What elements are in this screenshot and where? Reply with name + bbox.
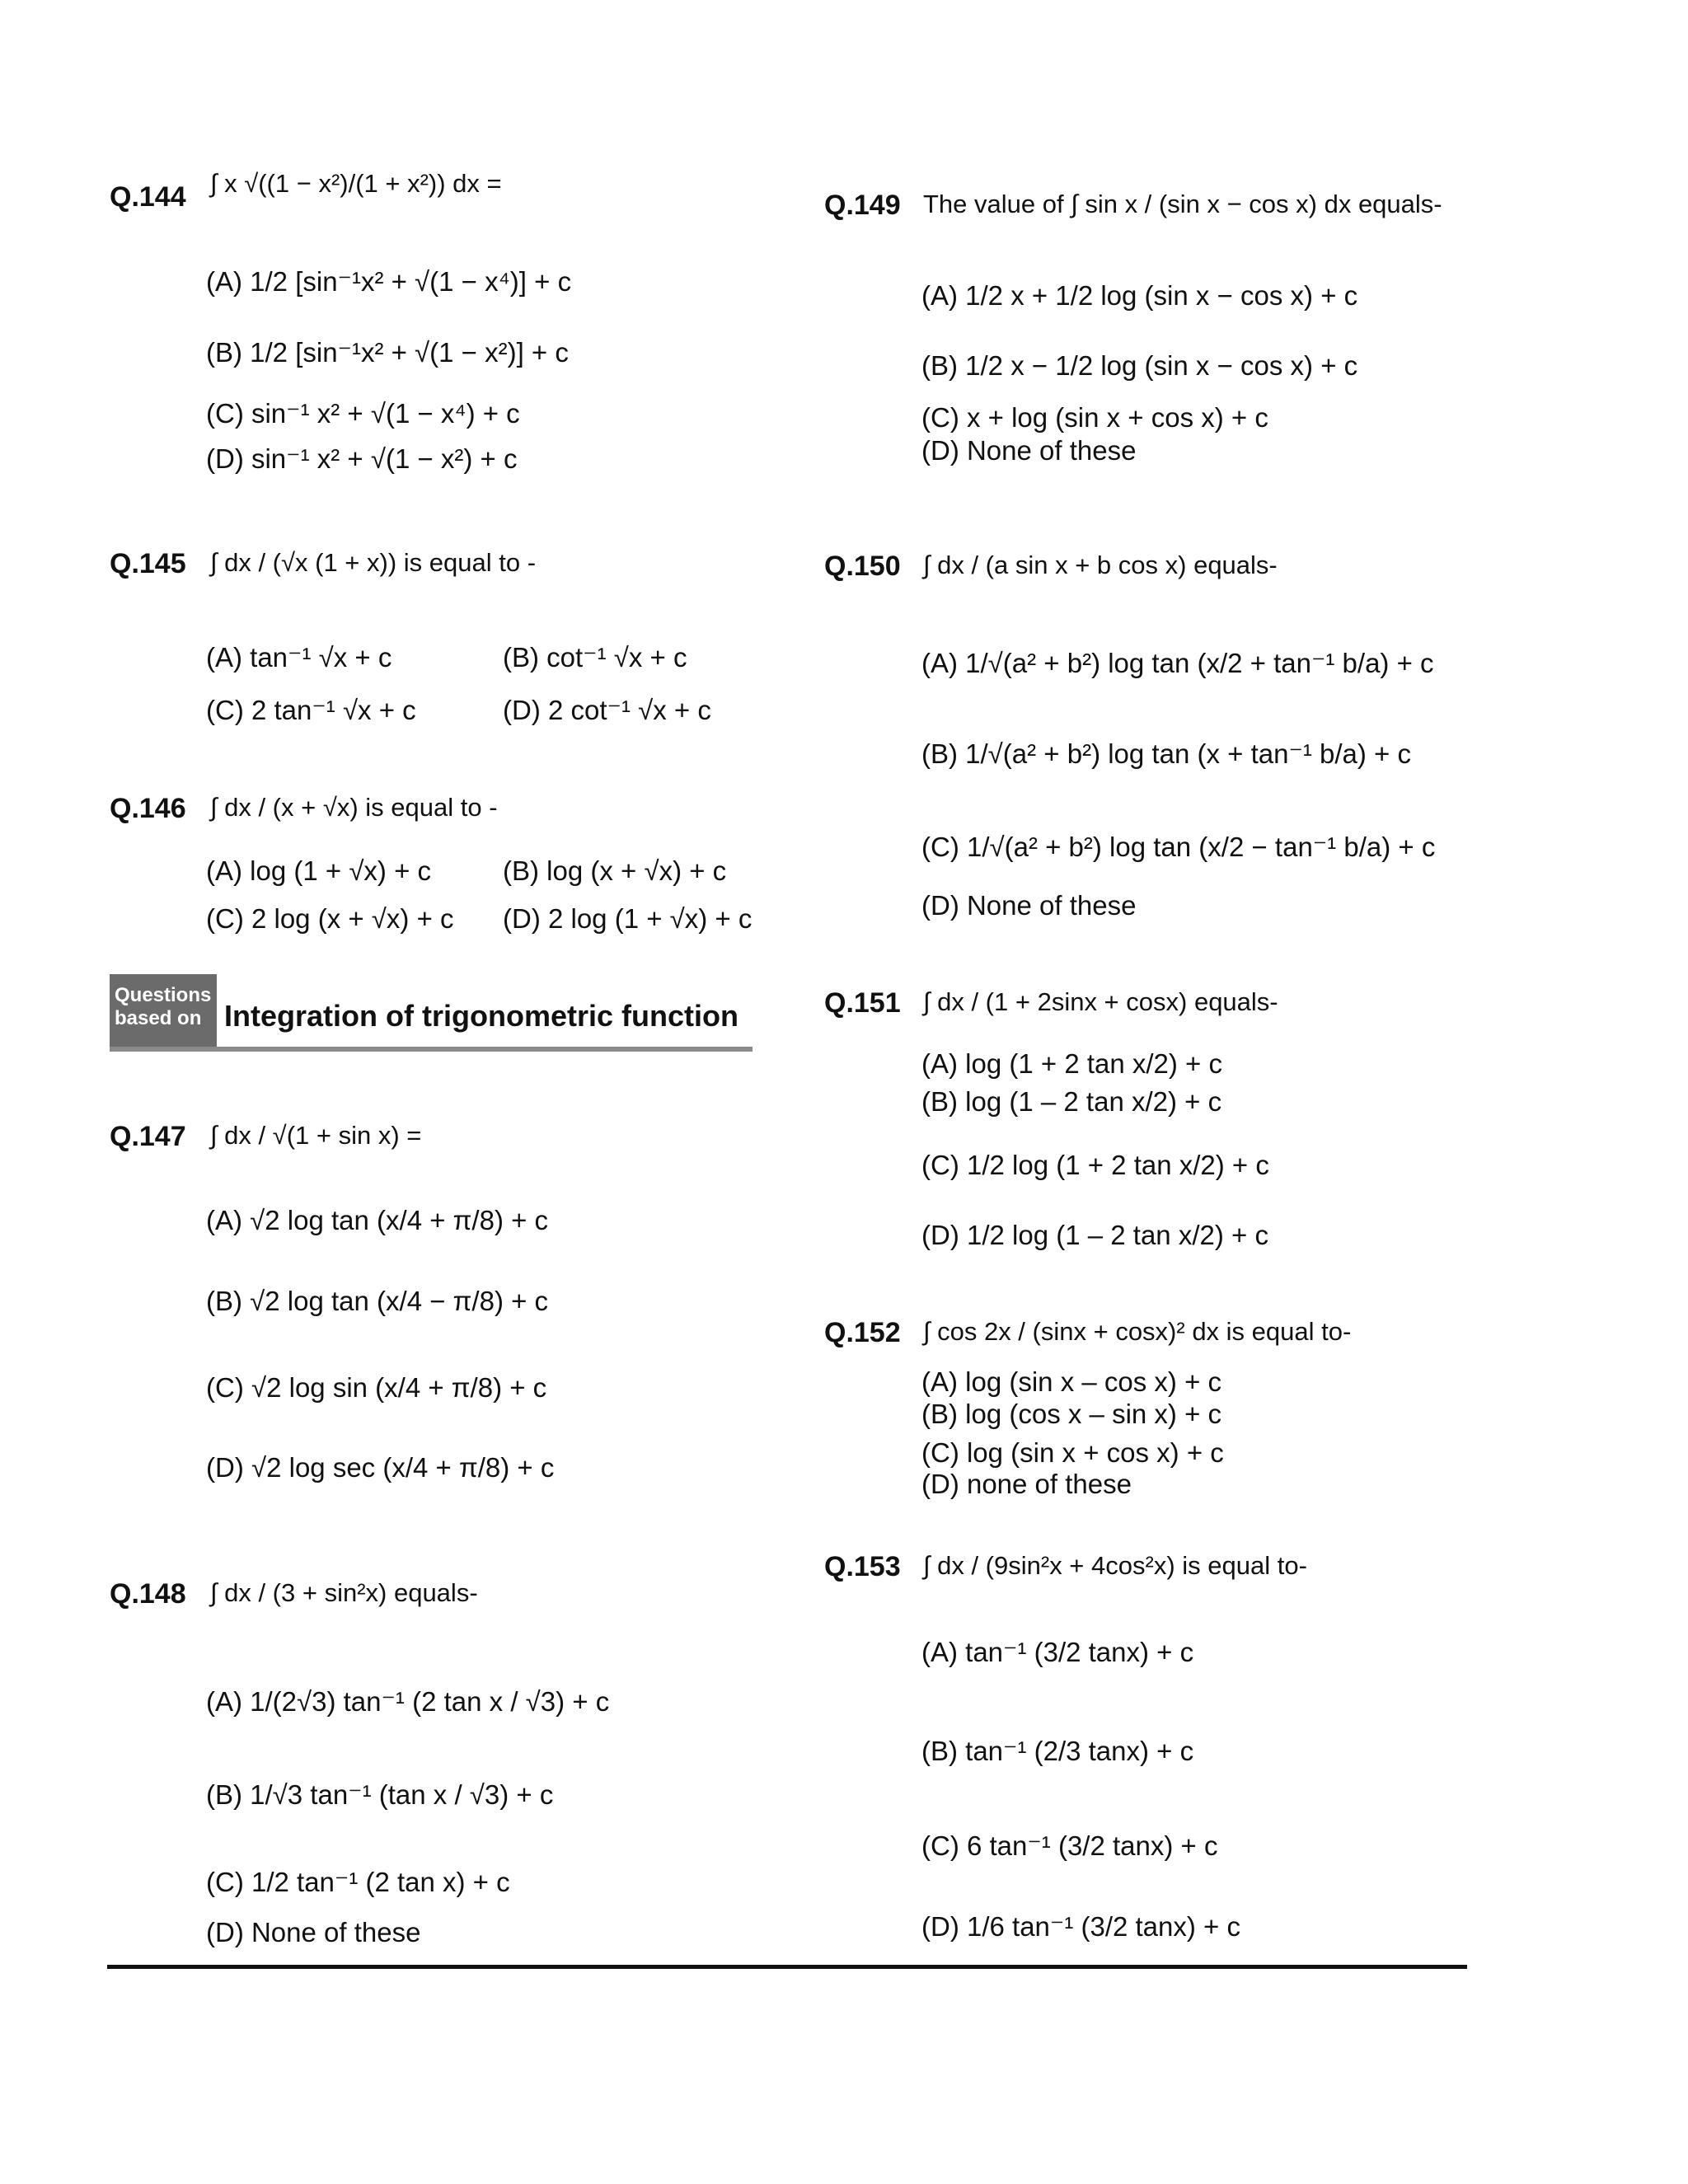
- option: (D) √2 log sec (x/4 + π/8) + c: [206, 1452, 555, 1483]
- question-number: Q.144: [110, 181, 186, 213]
- section-tag-line2: based on: [115, 1007, 202, 1029]
- option: (D) 2 cot⁻¹ √x + c: [503, 695, 711, 725]
- option: (A) 1/(2√3) tan⁻¹ (2 tan x / √3) + c: [206, 1686, 610, 1717]
- question-stem: ∫ dx / (x + √x) is equal to -: [210, 793, 498, 822]
- option: (D) 2 log (1 + √x) + c: [503, 903, 753, 934]
- option: (B) 1/√3 tan⁻¹ (tan x / √3) + c: [206, 1779, 554, 1810]
- option: (D) 1/6 tan⁻¹ (3/2 tanx) + c: [921, 1911, 1240, 1942]
- option: (C) 1/2 tan⁻¹ (2 tan x) + c: [206, 1867, 510, 1897]
- option: (C) 2 tan⁻¹ √x + c: [206, 695, 416, 725]
- option: (C) log (sin x + cos x) + c: [921, 1437, 1224, 1468]
- question-stem: ∫ cos 2x / (sinx + cosx)² dx is equal to-: [923, 1317, 1352, 1346]
- question-stem: ∫ dx / √(1 + sin x) =: [210, 1121, 422, 1150]
- section-tag: [110, 974, 217, 1047]
- option: (B) cot⁻¹ √x + c: [503, 642, 687, 673]
- option: (A) 1/2 x + 1/2 log (sin x − cos x) + c: [921, 280, 1358, 311]
- option: (B) √2 log tan (x/4 − π/8) + c: [206, 1286, 549, 1316]
- option: (A) 1/2 [sin⁻¹x² + √(1 − x⁴)] + c: [206, 266, 572, 297]
- option: (C) 2 log (x + √x) + c: [206, 903, 454, 934]
- option: (A) tan⁻¹ √x + c: [206, 642, 392, 673]
- option: (D) None of these: [921, 435, 1137, 466]
- question-number: Q.146: [110, 793, 186, 824]
- question-stem: ∫ dx / (1 + 2sinx + cosx) equals-: [923, 987, 1278, 1016]
- question-number: Q.150: [824, 551, 901, 582]
- option: (C) 1/2 log (1 + 2 tan x/2) + c: [921, 1150, 1269, 1180]
- question-number: Q.148: [110, 1578, 186, 1610]
- option: (C) 1/√(a² + b²) log tan (x/2 − tan⁻¹ b/a) + c: [921, 832, 1436, 862]
- question-stem: ∫ x √((1 − x²)/(1 + x²)) dx =: [210, 169, 502, 198]
- section-title: Integration of trigonometric function: [224, 999, 738, 1033]
- option: (B) 1/2 [sin⁻¹x² + √(1 − x²)] + c: [206, 337, 569, 368]
- page-bottom-rule: [107, 1965, 1467, 1969]
- option: (C) √2 log sin (x/4 + π/8) + c: [206, 1372, 547, 1403]
- question-number: Q.151: [824, 987, 901, 1019]
- question-number: Q.149: [824, 190, 901, 221]
- section-rule: [110, 1047, 753, 1052]
- question-number: Q.152: [824, 1317, 901, 1348]
- option: (B) tan⁻¹ (2/3 tanx) + c: [921, 1736, 1194, 1766]
- option: (A) √2 log tan (x/4 + π/8) + c: [206, 1205, 549, 1235]
- option: (C) x + log (sin x + cos x) + c: [921, 402, 1268, 433]
- question-number: Q.147: [110, 1121, 186, 1152]
- question-stem: ∫ dx / (√x (1 + x)) is equal to -: [210, 548, 537, 577]
- question-stem: The value of ∫ sin x / (sin x − cos x) dx equals-: [923, 190, 1442, 218]
- option: (B) 1/√(a² + b²) log tan (x + tan⁻¹ b/a) + c: [921, 738, 1411, 769]
- option: (A) tan⁻¹ (3/2 tanx) + c: [921, 1637, 1194, 1667]
- question-stem: ∫ dx / (9sin²x + 4cos²x) is equal to-: [923, 1551, 1307, 1580]
- question-number: Q.153: [824, 1551, 901, 1582]
- option: (A) 1/√(a² + b²) log tan (x/2 + tan⁻¹ b/a) + c: [921, 648, 1434, 678]
- question-stem: ∫ dx / (3 + sin²x) equals-: [210, 1578, 478, 1607]
- question-stem: ∫ dx / (a sin x + b cos x) equals-: [923, 551, 1278, 579]
- option: (A) log (sin x – cos x) + c: [921, 1366, 1222, 1397]
- question-number: Q.145: [110, 548, 186, 579]
- option: (D) None of these: [921, 890, 1137, 921]
- option: (A) log (1 + 2 tan x/2) + c: [921, 1048, 1222, 1079]
- option: (D) 1/2 log (1 – 2 tan x/2) + c: [921, 1220, 1268, 1250]
- option: (B) 1/2 x − 1/2 log (sin x − cos x) + c: [921, 350, 1358, 381]
- option: (D) sin⁻¹ x² + √(1 − x²) + c: [206, 443, 518, 474]
- option: (C) sin⁻¹ x² + √(1 − x⁴) + c: [206, 398, 520, 429]
- option: (D) None of these: [206, 1917, 421, 1947]
- option: (B) log (cos x – sin x) + c: [921, 1399, 1222, 1429]
- option: (D) none of these: [921, 1469, 1132, 1499]
- option: (B) log (1 – 2 tan x/2) + c: [921, 1086, 1222, 1117]
- option: (B) log (x + √x) + c: [503, 855, 727, 886]
- section-tag-line1: Questions: [115, 984, 212, 1006]
- option: (A) log (1 + √x) + c: [206, 855, 432, 886]
- option: (C) 6 tan⁻¹ (3/2 tanx) + c: [921, 1830, 1218, 1861]
